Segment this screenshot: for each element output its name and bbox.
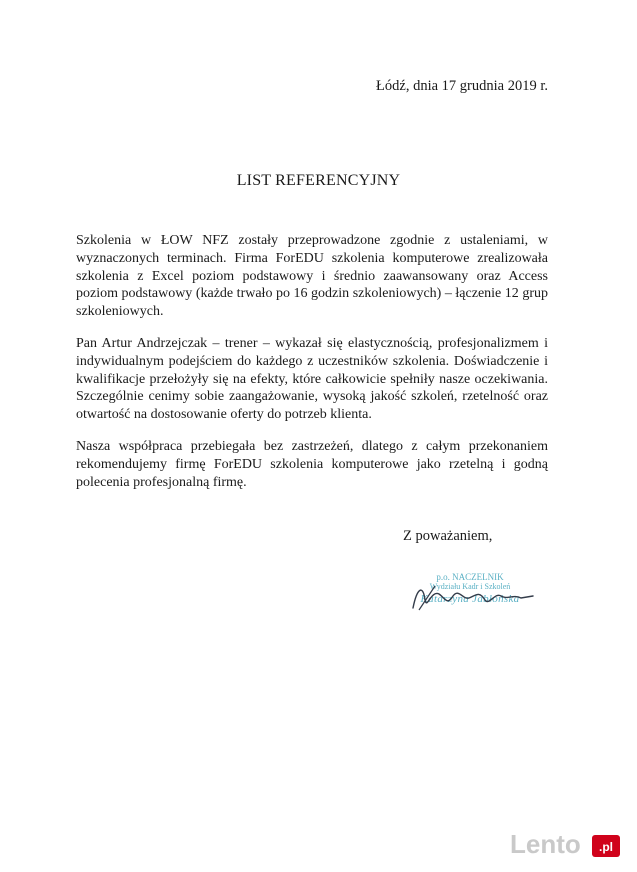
letter-title: LIST REFERENCYJNY <box>236 172 401 189</box>
stamp-department: Wydziału Kadr i Szkoleń <box>429 582 511 591</box>
paragraph-1: Szkolenia w ŁOW NFZ zostały przeprowadzone zgodnie z ustaleniami, w wyznaczonych terminach. Firma ForEDU szkolenia komputerowe zrealizowała szkolenia z Excel poziom podstawowy i średnio zaawansowany oraz Access poziom podstawowy (każde trwało po 16 godzin szkoleniowych) – łączenie 12 grup szkoleniowych. <box>76 233 548 320</box>
stamp-title: p.o. NACZELNIK <box>436 572 504 582</box>
handwritten-signature-icon <box>405 580 545 616</box>
stamp-name: Katarzyna Jabłońska <box>420 593 520 605</box>
svg-text:Lento: Lento <box>510 829 581 859</box>
svg-text:.pl: .pl <box>599 840 613 854</box>
paragraph-2: Pan Artur Andrzejczak – trener – wykazał się elastycznością, profesjonalizmem i indywidualnym podejściem do każdego z uczestników szkolenia. Doświadczenie i kwalifikacje przełożyły się na efekty, które całkowicie spełniły nasze oczekiwania. Szczególnie cenimy sobie zaangażowanie, wysoką jakość szkoleń, rzetelność oraz otwartość na dostosowanie oferty do potrzeb klienta. <box>76 335 548 423</box>
letter-body <box>76 232 548 505</box>
closing-line: Z poważaniem, <box>403 528 493 544</box>
lento-watermark-logo <box>510 826 625 862</box>
date-line: Łódź, dnia 17 grudnia 2019 r. <box>376 78 548 94</box>
paragraph-3: Nasza współpraca przebiegała bez zastrzeżeń, dlatego z całym przekonaniem rekomendujemy firmę ForEDU szkolenia komputerowe jako rzetelną i godną polecenia profesjonalną firmę. <box>76 438 548 490</box>
